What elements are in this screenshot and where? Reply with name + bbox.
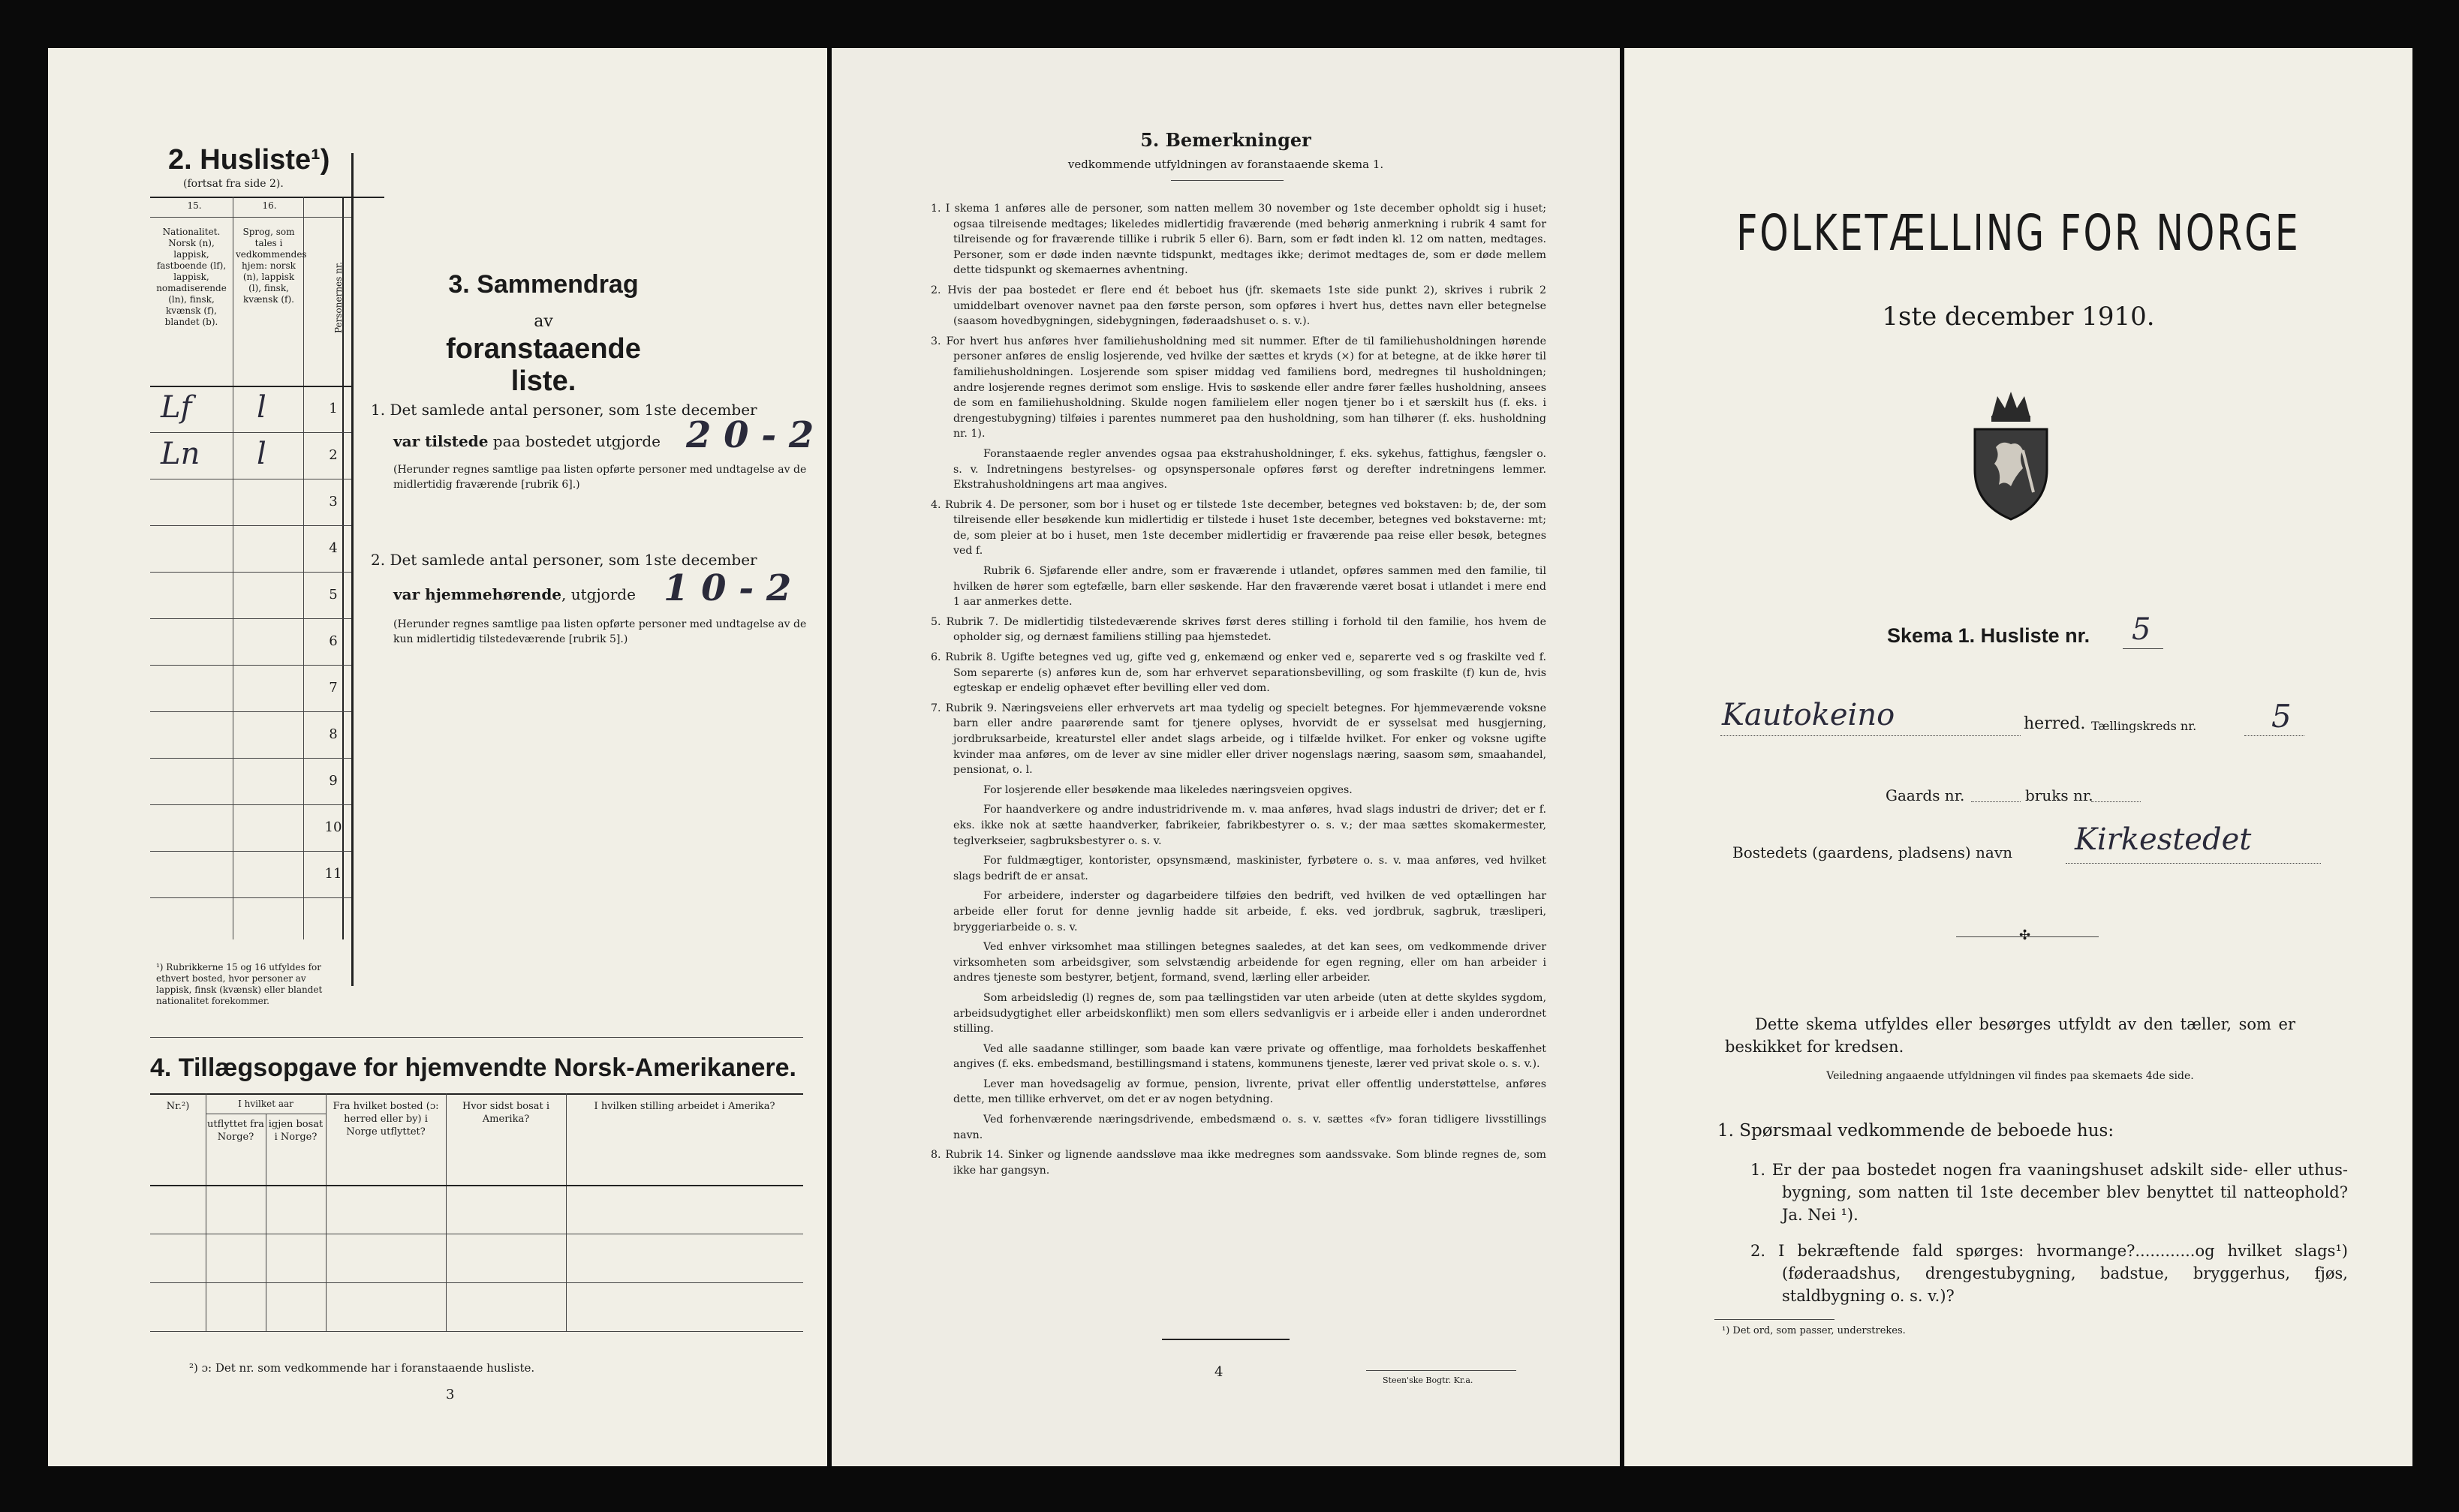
row-rule — [150, 525, 351, 526]
cell-person-nr: 2 — [329, 447, 338, 463]
row-rule — [150, 758, 351, 759]
sammendrag-av: av — [534, 312, 553, 331]
row-rule — [150, 217, 351, 218]
rule-paragraph: Ved alle saadanne stillinger, som baade kan være private og offentlige, maa forholdets beskaffenhet angives (f. eks. embedsmand, bestillingsmand i statens, kommunens tjeneste, lærer ved privat skole o. s. v.). — [953, 1042, 1546, 1071]
fill-line — [2123, 648, 2163, 649]
page-number: 4 — [1214, 1364, 1223, 1380]
footnote-1: ¹) Rubrikkerne 15 og 16 utfyldes for ethvert bosted, hvor personer av lappisk, finsk (kvænsk) eller blandet nationalitet forekommer. — [156, 962, 323, 1006]
cell-sprog: l — [257, 390, 266, 425]
rule-paragraph: Lever man hovedsagelig av formue, pension, livrente, privat eller offentlig understøttelse, anføres dette, men tillike erhvervet, om det er av nogen betydning. — [953, 1078, 1546, 1106]
skema-nr: 5 — [2132, 612, 2151, 647]
huslist-subtitle: (fortsat fra side 2). — [183, 178, 284, 190]
tillaeg-column-header: I hvilken stilling arbeidet i Amerika? — [594, 1101, 775, 1112]
herred-value: Kautokeino — [1722, 698, 1895, 732]
item2-text: 2. Det samlede antal personer, som 1ste december — [371, 551, 757, 569]
cell-nationalitet: Ln — [161, 437, 200, 471]
huslist-title: 2. Husliste¹) — [168, 144, 330, 176]
row-rule — [150, 618, 351, 619]
table-right-rule — [351, 153, 354, 986]
instruction-text: Dette skema utfyldes eller besørges utfyldt av den tæller, som er beskikket for kredsen. — [1725, 1015, 2295, 1056]
tillaeg-column-header: Hvor sidst bosat i Amerika? — [462, 1101, 550, 1125]
tillaeg-top-rule — [150, 1093, 803, 1095]
rule-paragraph: Som arbeidsledig (l) regnes de, som paa tællingstiden var uten arbeide (uten at dette skyldes sygdom, arbeidsudygtighet eller arbeidskonflikt) men som ellers sedvanligvis er i arbeide eller i anden underordnet stilling. — [953, 991, 1546, 1036]
rule-paragraph: 3. For hvert hus anføres hver familiehusholdning med sit nummer. Efter de til familiehusholdningen hørende personer anføres de enslig losjerende, ved hvilke der sættes et kryds (×) for at betegne, at de ikke hører til familiehusholdningen. Losjerende som spiser middag ved familiens bord, medregnes til husholdningen; andre losjerende regnes derimot som enslige. Hvis to søskende eller andre fører fælles husholdning, ansees de som en familiehusholdning. Skulde nogen familielem eller nogen tjener bo i et særskilt hus (f. eks. i drengestubygning) tilføies i parentes nummeret paa den husholdning, som han tilhører (f. eks. husholdning nr. 1). — [931, 335, 1546, 440]
question-header: 1. Spørsmaal vedkommende de beboede hus: — [1717, 1121, 2114, 1141]
document-title: FOLKETÆLLING FOR NORGE — [1736, 204, 2301, 262]
norwegian-lion-crest-icon — [1958, 387, 2063, 522]
col-divider — [326, 1093, 327, 1331]
item2-value: 1 0 - 2 — [664, 567, 792, 609]
item1-text: 1. Det samlede antal personer, som 1ste december — [371, 401, 757, 419]
row-rule — [150, 711, 351, 712]
separator — [150, 1037, 803, 1038]
page-right — [1624, 48, 2412, 1466]
bosted-value: Kirkestedet — [2075, 822, 2252, 857]
page-middle — [832, 48, 1620, 1466]
col16-number: 16. — [262, 200, 277, 211]
rule-paragraph: Ved enhver virksomhet maa stillingen betegnes saaledes, at det kan sees, om vedkommende driver virksomheten som arbeidsgiver, som selvstændig arbeidende for egen regning, eller om han arbeider i andres tjeneste som bestyrer, betjent, formand, svend, lærling eller arbeider. — [953, 941, 1546, 984]
row-rule — [150, 1282, 803, 1283]
col16-header: Sprog, som tales i vedkommendes hjem: norsk (n), lappisk (l), finsk, kvænsk (f). — [236, 227, 307, 305]
gaards-label: Gaards nr. — [1886, 786, 1965, 804]
col-divider — [566, 1093, 567, 1331]
cell-person-nr: 1 — [329, 401, 338, 416]
col-divider — [303, 197, 304, 939]
ornament-icon: ✣ — [2019, 927, 2031, 943]
cell-person-nr: 8 — [329, 726, 338, 742]
document-date: 1ste december 1910. — [1882, 302, 2155, 332]
bemerkninger-title: 5. Bemerkninger — [1140, 129, 1311, 151]
bruks-label: bruks nr. — [2025, 786, 2093, 804]
tillaeg-group-header: I hvilket aar — [238, 1099, 293, 1109]
tillaeg-column-header: igjen bosat i Norge? — [268, 1119, 324, 1143]
herred-label: herred. — [2024, 714, 2086, 733]
row-rule — [150, 432, 351, 433]
title-rule — [1171, 180, 1284, 181]
cell-person-nr: 4 — [329, 540, 338, 556]
row-rule — [150, 804, 351, 805]
row-rule — [150, 897, 351, 898]
tillaeg-header-rule — [150, 1185, 803, 1186]
cell-person-nr: 5 — [329, 587, 338, 603]
item1-value: 2 0 - 2 — [686, 414, 814, 456]
row-rule — [150, 665, 351, 666]
rule-paragraph: 4. Rubrik 4. De personer, som bor i huset og er tilstede 1ste december, betegnes ved bokstaven: b; de, der som tilreisende eller besøkende kun midlertidig er tilstede i huset 1ste december, betegnes ved bokstaverne: mt; de, som pleier at bo i huset, men 1ste december midlertidig er fraværende paa reise eller besøk, betegnes ved f. — [931, 498, 1546, 558]
tillaeg-column-header: utflyttet fra Norge? — [207, 1119, 264, 1143]
cell-person-nr: 10 — [324, 819, 342, 835]
rule-paragraph: 7. Rubrik 9. Næringsveiens eller erhvervets art maa tydelig og specielt betegnes. For hjemmeværende voksne barn eller andre paarørende samt for tjenere oplyses, hvorvidt de er sysselsat med husgjerning, jordbruksarbeide, kreaturstel eller andet slags arbeide, og i tilfælde hvilket. For enker og voksne ugifte kvinder maa anføres, om de lever av sine midler eller driver nogenslags næring, saasom søm, smaahandel, pensionat, o. l. — [931, 702, 1546, 777]
tillaeg-column-header: Nr.²) — [166, 1101, 190, 1112]
tillaeg-title: 4. Tillægsopgave for hjemvendte Norsk-Amerikanere. — [150, 1054, 796, 1082]
row-rule — [150, 851, 351, 852]
item2-line2: var hjemmehørende, utgjorde — [393, 585, 636, 603]
printer-mark: Steen'ske Bogtr. Kr.a. — [1383, 1375, 1473, 1385]
cell-sprog: l — [257, 437, 266, 471]
header-rule — [150, 386, 351, 387]
rule-paragraph: Rubrik 6. Sjøfarende eller andre, som er fraværende i utlandet, opføres sammen med den familie, til hvilken de hører som egtefælle, barn eller søskende. Har den fraværende været bosat i utlandet i mere end 1 aar anmerkes dette. — [953, 565, 1546, 609]
rule-paragraph: 8. Rubrik 14. Sinker og lignende aandssløve maa ikke medregnes som aandssvake. Som blinde regnes de, som ikke har gangsyn. — [931, 1149, 1546, 1177]
table-top-rule — [150, 197, 384, 198]
page-left — [48, 48, 827, 1466]
page-number: 3 — [446, 1387, 455, 1402]
cell-person-nr: 3 — [329, 494, 338, 510]
bemerkninger-subtitle: vedkommende utfyldningen av foranstaaende skema 1. — [1067, 158, 1384, 171]
item2-note: (Herunder regnes samtlige paa listen opførte personer med undtagelse av de kun midlertidig tilstedeværende [rubrik 5].) — [393, 618, 807, 645]
item1-note: (Herunder regnes samtlige paa listen opførte personer med undtagelse av de midlertidig fraværende [rubrik 6].) — [393, 464, 807, 491]
rule-paragraph: 5. Rubrik 7. De midlertidig tilstedeværende skrives først deres stilling i forhold til den familie, hos hvem de opholder sig, og dernæst familiens stilling paa hjemstedet. — [931, 615, 1546, 644]
rule-paragraph: 1. I skema 1 anføres alle de personer, som natten mellem 30 november og 1ste december opholdt sig i huset; ogsaa tilreisende medtages; likeledes midlertidig fraværende (med behørig anmerkning i rubrik 4 samt for tilreisende og for fraværende tillike i rubrik 5 eller 6). Barn, som er født inden kl. 12 om natten, medtages. Personer, som er døde inden nævnte tidspunkt, medtages ikke; derimot medtages de, som er døde mellem dette tidspunkt og skemaernes avhentning. — [931, 203, 1546, 277]
veiledning-text: Veiledning angaaende utfyldningen vil findes paa skemaets 4de side. — [1826, 1070, 2194, 1082]
end-rule — [1162, 1339, 1290, 1340]
cell-nationalitet: Lf — [161, 390, 192, 425]
rule-paragraph: For haandverkere og andre industridrivende m. v. maa anføres, hvad slags industri de driver; det er f. eks. ikke nok at sætte haandverker, fabrikeier, fabrikbestyrer o. s. v.; der maa sættes skomakermester, teglverkseier, sagbruksbestyrer o. s. v. — [953, 804, 1546, 847]
skema-label: Skema 1. Husliste nr. — [1887, 624, 2090, 647]
tillaeg-column-header: Fra hvilket bosted (ɔ: herred eller by) i Norge utflyttet? — [333, 1101, 439, 1138]
fill-line — [2091, 801, 2141, 802]
kreds-value: 5 — [2271, 698, 2292, 735]
col-divider — [446, 1093, 447, 1331]
rule-paragraph: For arbeidere, inderster og dagarbeidere tilføies den bedrift, ved hvilken de ved optællingen har arbeide eller forut for denne jevnlig hadde sit arbeide, f. eks. ved jordbruk, sagbruk, træsliperi, bryggeriarbeide o. s. v. — [953, 890, 1546, 933]
fill-line — [1720, 735, 2021, 736]
cell-person-nr: 11 — [324, 866, 342, 882]
col-personnr-header: Personernes nr. — [333, 261, 344, 333]
footnote: ¹) Det ord, som passer, understrekes. — [1722, 1325, 1906, 1336]
sammendrag-subtitle: foranstaaende liste. — [446, 333, 641, 397]
row-rule — [150, 572, 351, 573]
footnote-rule — [1714, 1319, 1834, 1320]
rule-paragraph: 2. Hvis der paa bostedet er flere end ét beboet hus (jfr. skemaets 1ste side punkt 2), skrives i rubrik 2 umiddelbart ovenover navnet paa den første person, som opføres i hvert hus, dettes navn eller betegnelse (saasom hovedbygningen, sidebygningen, føderaadshuset o. s. v.). — [931, 284, 1546, 328]
bosted-label: Bostedets (gaardens, pladsens) navn — [1732, 843, 2012, 861]
item1-line2: var tilstede paa bostedet utgjorde — [393, 432, 661, 450]
rule-paragraph: For fuldmægtiger, kontorister, opsynsmænd, maskinister, fyrbøtere o. s. v. maa anføres, ved hvilket slags bedrift de er ansat. — [953, 855, 1546, 882]
fill-line — [2244, 735, 2304, 736]
question-1: 1. Er der paa bostedet nogen fra vaaningshuset adskilt side- eller uthus-bygning, som natten til 1ste december blev benyttet til natteophold? Ja. Nei ¹). — [1750, 1161, 2348, 1224]
rules-list — [931, 201, 1546, 1183]
cell-person-nr: 6 — [329, 633, 338, 649]
fill-line — [2066, 863, 2321, 864]
fill-line — [1971, 801, 2021, 802]
cell-person-nr: 9 — [329, 773, 338, 789]
question-2: 2. I bekræftende fald spørges: hvormange?............og hvilket slags¹) (føderaadshus, drengestubygning, badstue, bryggerhus, fjøs, staldbygning o. s. v.)? — [1750, 1242, 2348, 1305]
printer-rule — [1366, 1370, 1516, 1371]
sammendrag-title: 3. Sammendrag — [448, 270, 639, 299]
rule-paragraph: Ved forhenværende næringsdrivende, embedsmænd o. s. v. sættes «fv» foran tidligere livsstillings navn. — [953, 1114, 1546, 1141]
rule-paragraph: For losjerende eller besøkende maa likeledes næringsveien opgives. — [983, 783, 1353, 796]
rule-paragraph: Foranstaaende regler anvendes ogsaa paa ekstrahusholdninger, f. eks. sykehus, fattighus, fængsler o. s. v. Indretningens bestyrelses- og opsynspersonale opføres først og derefter indretningens lemmer. Ekstrahusholdningens art maa angives. — [953, 447, 1546, 491]
cell-person-nr: 7 — [329, 680, 338, 696]
row-rule — [150, 1331, 803, 1332]
footnote-2: ²) ɔ: Det nr. som vedkommende har i foranstaaende husliste. — [189, 1361, 535, 1375]
rule-paragraph: 6. Rubrik 8. Ugifte betegnes ved ug, gifte ved g, enkemænd og enker ved e, separerte ved s og fraskilte ved f. Som separerte (s) anføres kun de, som har erhvervet separationsbevilling, og som fraskilte (f) kun de, hvis egteskap er endelig ophævet efter bevilling eller ved dom. — [931, 651, 1546, 695]
kreds-label: Tællingskreds nr. — [2091, 719, 2197, 733]
col15-number: 15. — [187, 200, 202, 211]
col15-header: Nationalitet. Norsk (n), lappisk, fastboende (lf), lappisk, nomadiserende (ln), finsk, kvænsk (f), blandet (b). — [156, 227, 227, 327]
